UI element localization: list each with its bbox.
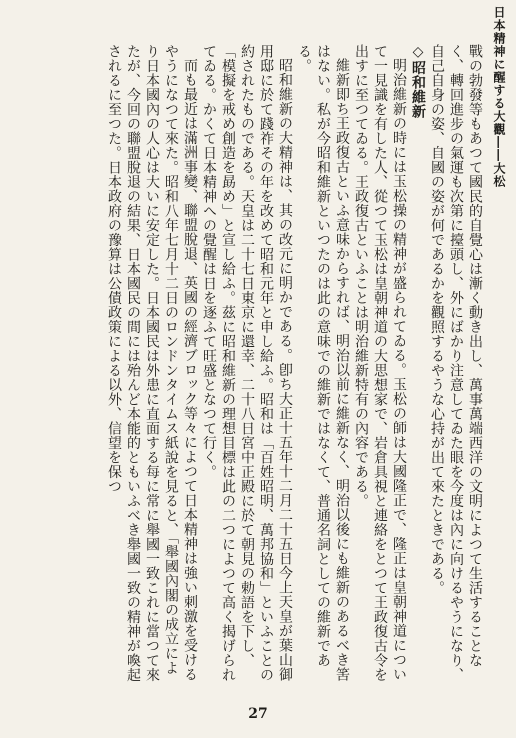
paragraph: 而も最近は滿洲事變、聯盟脫退、英國の經濟ブロック等々によつて日本精神は強い刺激を受けるやうになつて來た。昭和八年七月十二日のロンドンタイムス紙說を見ると、「舉國內閣の成立により日本國內の人心は大いに安定した。日本國民は外患に直面する每に常に舉國一致これに當つて來たが、今回の聯盟脫退の結果、日本國民の間には殆んど本能的ともいふべき舉國一致の精神が喚起されるに至つた。日本政府の豫算は公債政策による以外、信望を保つ <box>106 44 198 682</box>
paragraph: 維新即ち王政復古といふ意味からすれば、明治以前に維新なく、明治以後にも維新のあるべき筈はない。私が今昭和維新といつたのは此の意味での維新ではなくて、普通名詞としての維新である。 <box>296 44 350 682</box>
section-heading: ◇昭和維新 <box>410 44 426 119</box>
page-number: 27 <box>248 706 268 722</box>
running-header: 日本精神に醒する大觀――大松 <box>492 6 506 188</box>
paragraph: 明治維新の時には玉松操の精神が盛られてゐる。玉松の師は大國隆正で、隆正は皇朝神道について一見識を有した人、從つて玉松は皇朝神道の大思想家で、岩倉具視と連絡をとつて王政復古令を出すに至つてゐる。王政復古といふことは明治維新特有の內容である。 <box>353 44 407 682</box>
paragraph: 昭和維新の大精神は、其の改元に明かである。卽ち大正十五年十二月二十五日今上天皇が葉山御用邸に於て踐祚その年を改めて昭和元年と申し給ふ。昭和は「百姓昭明、萬邦協和」といふことの約されたものである。天皇は二十七日東京に還幸、二十八日宮中正殿に於て朝見の勅語を下し、「模擬を戒め創造を勗め」と宣し給ふ。茲に昭和維新の理想目標は此の二つによつて高く揭げられてゐる。かくて日本精神への覺醒は日を逐ふて旺盛となつて行く。 <box>201 44 293 682</box>
paragraph: 戰の勃發等もあつて國民的自覺心は漸く動き出し、萬事萬端西洋の文明によつて生活することなく、轉回進步の氣運も次第に擡頭し、外にばかり注意してゐた眼を今度は內に向けるやうになり、自己自身の姿、自國の姿が何であるかを觀照するやうな心持が出て來たときである。 <box>429 44 483 682</box>
body-text <box>28 44 484 686</box>
